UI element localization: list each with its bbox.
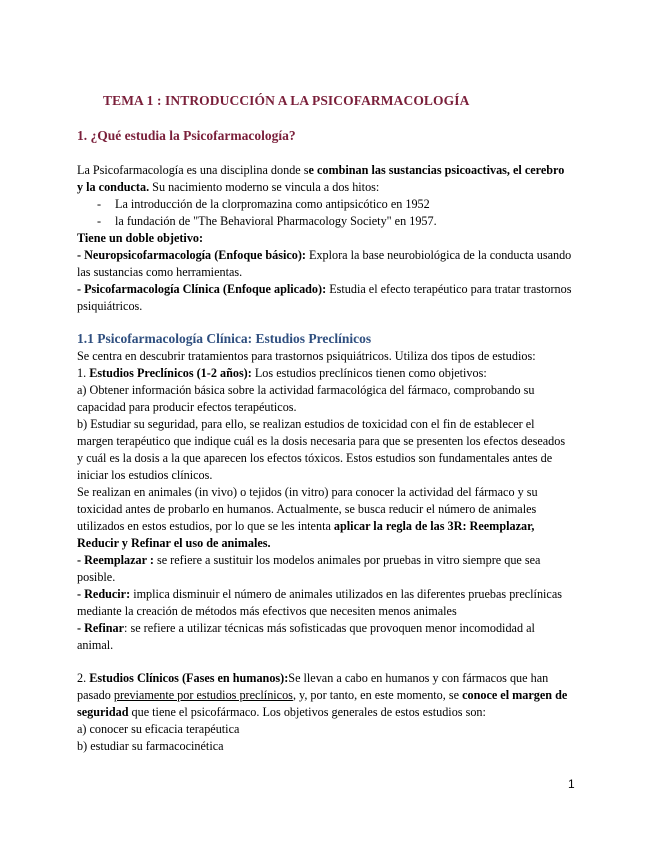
objective-b: b) Estudiar su seguridad, para ello, se realizan estudios de toxicidad con el fin de establecer el margen terapéutico que indique cuál es la dosis necesaria para que se presenten los efectos deseados y cuál es la dosis a la que aparecen los efectos tóxicos. Estos estudios son fundamentales antes de iniciar los estudios clínicos.: [77, 417, 566, 482]
rule-reduce: - Reducir: implica disminuir el número de animales utilizados en las diferentes pruebas preclínicas mediante la creación de métodos más efectivos que necesiten menos animales: [77, 587, 562, 618]
section-1-heading: 1. ¿Qué estudia la Psicofarmacología?: [77, 128, 296, 143]
clinical-studies-body: [77, 670, 572, 755]
objective-a: a) Obtener información básica sobre la actividad farmacológica del fármaco, comprobando su capacidad para producir efectos terapéuticos.: [77, 383, 535, 414]
milestone-item: - la fundación de "The Behavioral Pharmacology Society" en 1957.: [97, 214, 437, 228]
section-1-1-heading: 1.1 Psicofarmacología Clínica: Estudios Preclínicos: [77, 331, 372, 346]
section-1-body: [77, 162, 572, 315]
intro-paragraph: La Psicofarmacología es una disciplina donde se combinan las sustancias psicoactivas, el cerebro y la conducta. Su nacimiento moderno se vincula a dos hitos:: [77, 163, 565, 194]
milestone-item: - La introducción de la clorpromazina como antipsicótico en 1952: [97, 197, 430, 211]
section-1-1-body: [77, 348, 572, 654]
page-title: TEMA 1 : INTRODUCCIÓN A LA PSICOFARMACOLOGÍA: [103, 93, 470, 108]
objective-item: - Psicofarmacología Clínica (Enfoque aplicado): Estudia el efecto terapéutico para tratar trastornos psiquiátricos.: [77, 282, 572, 313]
rule-refine: - Refinar: se refiere a utilizar técnicas más sofisticadas que provoquen menor incomodidad al animal.: [77, 621, 535, 652]
clinical-goal: a) conocer su eficacia terapéutica: [77, 722, 240, 736]
animals-paragraph: Se realizan en animales (in vivo) o tejidos (in vitro) para conocer la actividad del fármaco y su toxicidad antes de probarlo en humanos. Actualmente, se busca reducir el número de animales utilizados en estos estudios, por lo que se les intenta aplicar la regla de las 3R: Reemplazar, Reducir y Refinar el uso de animales.: [77, 485, 538, 550]
clinical-paragraph: 2. Estudios Clínicos (Fases en humanos):Se llevan a cabo en humanos y con fármacos que han pasado previamente por estudios preclínicos, y, por tanto, en este momento, se conoce el margen de seguridad que tiene el psicofármaco. Los objetivos generales de estos estudios son:: [77, 671, 568, 719]
objective-item: - Neuropsicofarmacología (Enfoque básico): Explora la base neurobiológica de la conducta usando las sustancias como herramientas.: [77, 248, 572, 279]
preclinical-heading: 1. Estudios Preclínicos (1-2 años): Los estudios preclínicos tienen como objetivos:: [77, 366, 487, 380]
page-number: 1: [568, 777, 575, 791]
rule-replace: - Reemplazar : se refiere a sustituir los modelos animales por pruebas in vitro siempre que sea posible.: [77, 553, 541, 584]
objective-heading: Tiene un doble objetivo:: [77, 231, 204, 245]
section-intro: Se centra en descubrir tratamientos para trastornos psiquiátricos. Utiliza dos tipos de estudios:: [77, 349, 536, 363]
clinical-goal: b) estudiar su farmacocinética: [77, 739, 224, 753]
